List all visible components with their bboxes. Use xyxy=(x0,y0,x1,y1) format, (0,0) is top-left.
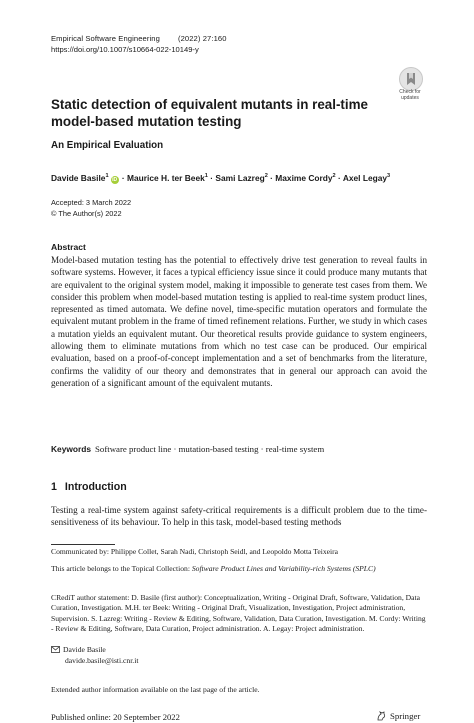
corresponding-author xyxy=(51,645,138,667)
footnote-communicated: Communicated by: Philippe Collet, Sarah Nadi, Christoph Seidl, and Leopoldo Motta Teixeira xyxy=(51,547,339,556)
keywords-text: Software product line · mutation-based testing · real-time system xyxy=(95,444,325,454)
author-separator: · xyxy=(207,173,216,183)
collection-name: Software Product Lines and Variability-rich Systems (SPLC) xyxy=(191,564,376,573)
section-text: Testing a real-time system against safety-critical requirements is a difficult problem due to the time-sensitiveness of its behaviour. To help in this task, model-based testing methods xyxy=(51,505,427,528)
collection-prefix: This article belongs to the Topical Collection: xyxy=(51,564,192,573)
affiliation-marker: 3 xyxy=(387,173,391,180)
footnote-divider xyxy=(51,544,115,545)
orcid-icon[interactable]: iD xyxy=(112,177,118,183)
abstract-heading: Abstract xyxy=(51,242,86,252)
journal-name: Empirical Software Engineering xyxy=(51,34,160,43)
footnote-collection xyxy=(51,564,427,574)
section-number: 1 xyxy=(51,481,57,493)
springer-horse-icon xyxy=(376,711,386,721)
extended-info-note: Extended author information available on the last page of the article. xyxy=(51,685,260,694)
author-name: Sami Lazreg xyxy=(215,173,265,183)
footnote-credit: CRediT author statement: D. Basile (first author): Conceptualization, Writing - Original Draft, Software, Validation, Data Curation, Investigation. M.H. ter Beek: Writing - Original Draft, Visualization, Investigation, Project administration, Supervision. S. Lazreg: Writing - Review & Editing, Software, Validation, Data Curation, Investigation. M. Cordy: Writing - Review & Editing, Software, Data Curation, Project administration. A. Legay: Project administration. xyxy=(51,593,426,633)
affiliation-marker: 1 xyxy=(204,173,208,180)
author-name: Maxime Cordy xyxy=(275,173,333,183)
author-name: Axel Legay xyxy=(342,173,388,183)
section-title: Introduction xyxy=(64,481,127,493)
check-for-updates-label: Check for updates xyxy=(399,89,421,101)
paper-subtitle: An Empirical Evaluation xyxy=(51,140,164,151)
journal-header xyxy=(51,34,227,43)
envelope-icon xyxy=(51,646,63,656)
author-list xyxy=(51,173,390,184)
accepted-date: Accepted: 3 March 2022 xyxy=(51,198,132,207)
keywords-label: Keywords xyxy=(51,444,92,454)
author-separator: · xyxy=(335,173,343,183)
publisher-logo xyxy=(376,711,420,721)
check-for-updates-badge[interactable] xyxy=(393,67,427,101)
affiliation-marker: 2 xyxy=(332,173,336,180)
keywords-line xyxy=(51,444,324,454)
affiliation-marker: 2 xyxy=(264,173,268,180)
doi-link[interactable]: https://doi.org/10.1007/s10664-022-10149-y xyxy=(51,45,199,54)
section-heading xyxy=(51,481,127,493)
author-separator: · xyxy=(119,173,128,183)
paper-title: Static detection of equivalent mutants in real-time model-based mutation testing xyxy=(51,97,368,129)
author-separator: · xyxy=(267,173,276,183)
journal-volume: (2022) 27:160 xyxy=(177,34,227,43)
publisher-name: Springer xyxy=(390,711,421,721)
published-date: Published online: 20 September 2022 xyxy=(51,712,180,722)
article-dates xyxy=(51,198,131,219)
affiliation-marker: 1 xyxy=(105,173,109,180)
abstract-text: Model-based mutation testing has the potential to effectively drive test generation to reveal faults in software systems. However, it faces a typical efficiency issue since it could produce many mutants that are equivalent to the original system model, making it impossible to generate test cases from them. We consider this problem when model-based mutation testing is applied to real-time system product lines, represented as timed automata. We define novel, time-specific mutation operators and formulate the equivalent mutant problem in the frame of timed refinement relations. Further, we study in which cases a mutation yields an equivalent mutant. Our theoretical results provide guidance to system engineers, allowing them to eliminate mutations from which no test case can be produced. Our empirical evaluation, based on a proof-of-concept implementation and a set of benchmarks from the literature, confirms the validity of our theory and demonstrates that in general our approach can avoid the generation of a significant amount of the equivalent mutants. xyxy=(51,255,427,388)
contact-email[interactable]: davide.basile@isti.cnr.it xyxy=(65,656,139,666)
author-name: Maurice H. ter Beek xyxy=(127,173,205,183)
author-name: Davide Basile xyxy=(51,173,106,183)
copyright-line: © The Author(s) 2022 xyxy=(51,208,122,218)
bookmark-ribbon-icon xyxy=(399,67,423,91)
contact-name: Davide Basile xyxy=(63,645,106,654)
